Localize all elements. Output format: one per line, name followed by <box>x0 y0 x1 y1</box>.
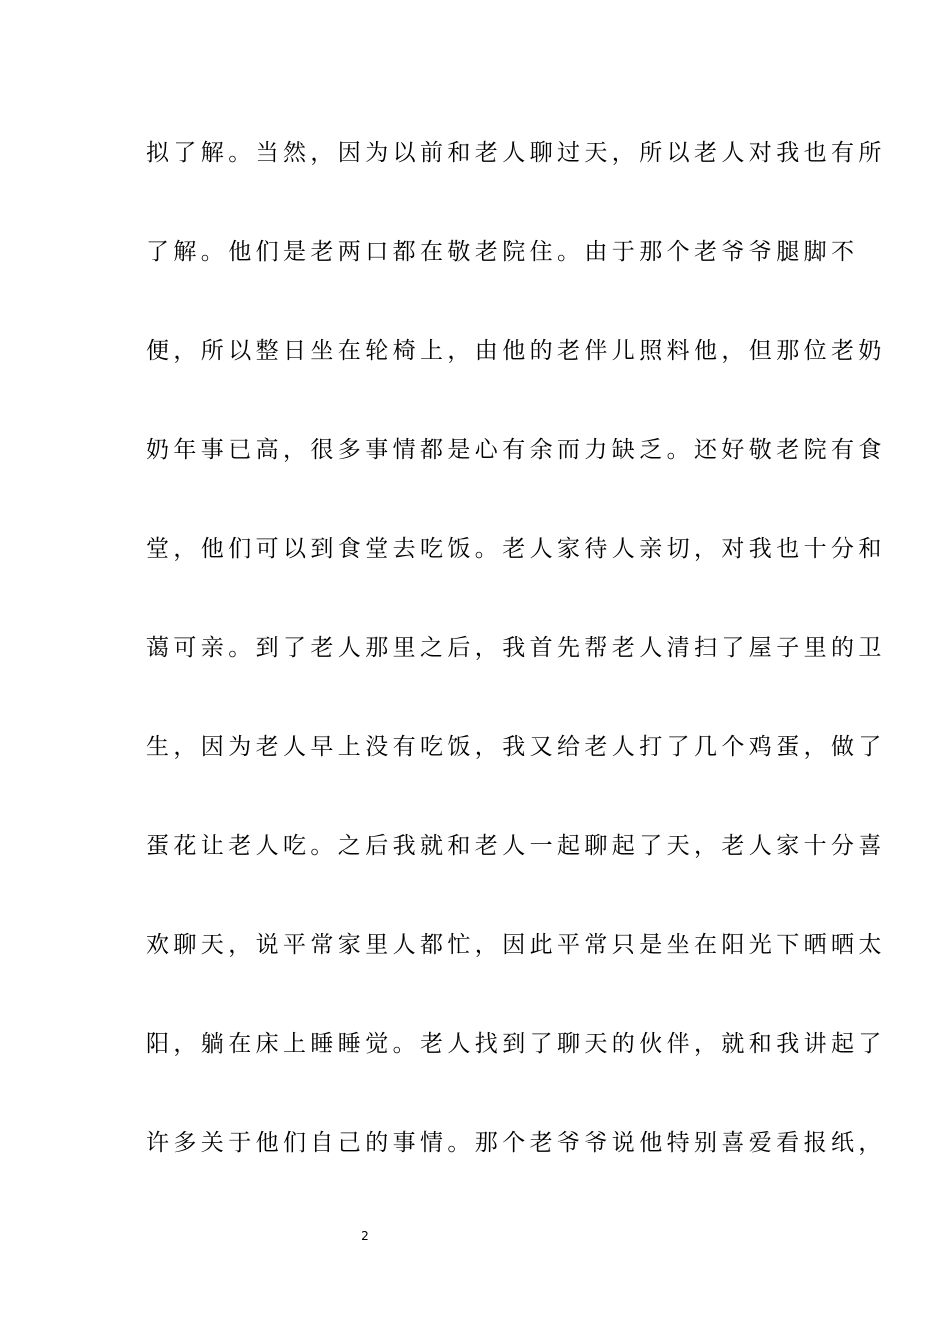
text-line-5: 堂，他们可以到食堂去吃饭。老人家待人亲切，对我也十分和 <box>146 536 886 562</box>
text-line-11: 许多关于他们自己的事情。那个老爷爷说他特别喜爱看报纸， <box>146 1130 886 1156</box>
text-line-2: 了解。他们是老两口都在敬老院住。由于那个老爷爷腿脚不 <box>146 239 859 265</box>
page-number: 2 <box>361 1229 369 1243</box>
text-line-1: 拟了解。当然，因为以前和老人聊过天，所以老人对我也有所 <box>146 140 886 166</box>
text-line-3: 便，所以整日坐在轮椅上，由他的老伴儿照料他，但那位老奶 <box>146 338 886 364</box>
text-line-9: 欢聊天，说平常家里人都忙，因此平常只是坐在阳光下晒晒太 <box>146 932 886 958</box>
text-line-10: 阳，躺在床上睡睡觉。老人找到了聊天的伙伴，就和我讲起了 <box>146 1031 886 1057</box>
text-line-4: 奶年事已高，很多事情都是心有余而力缺乏。还好敬老院有食 <box>146 437 886 463</box>
text-line-6: 蔼可亲。到了老人那里之后，我首先帮老人清扫了屋子里的卫 <box>146 635 886 661</box>
text-line-8: 蛋花让老人吃。之后我就和老人一起聊起了天，老人家十分喜 <box>146 833 886 859</box>
text-line-7: 生，因为老人早上没有吃饭，我又给老人打了几个鸡蛋，做了 <box>146 734 886 760</box>
body-text <box>146 128 886 1217</box>
